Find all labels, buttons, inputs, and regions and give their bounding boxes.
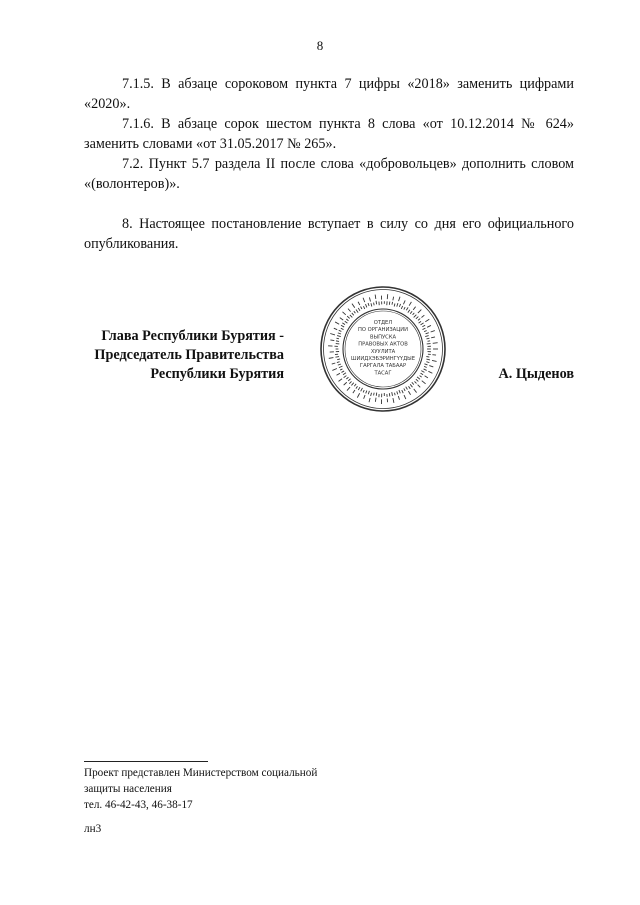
seal-text-line: ГАРГАЛА ТАБААР (359, 363, 407, 370)
seal-text-line: ШИИДХЭБЭРИНГҮҮДЫЕ (350, 356, 416, 362)
footer-divider (84, 761, 208, 762)
footer-line: тел. 46-42-43, 46-38-17 (84, 799, 193, 811)
footer-code: лн3 (84, 823, 102, 835)
body-text (84, 74, 574, 254)
seal-text-line: ОТДЕЛ (373, 320, 393, 326)
seal-text-line: ВЫПУСКА (369, 334, 397, 341)
signer-position-line: Республики Бурятия (150, 366, 284, 382)
seal-text-line: ХУУЛИТА (370, 348, 396, 355)
paragraph-7-1-5: 7.1.5. В абзаце сороковом пункта 7 цифры «2018» заменить цифрами «2020». (84, 76, 574, 112)
signer-name: А. Цыденов (498, 366, 574, 382)
paragraph-7-1-6: 7.1.6. В абзаце сорок шестом пункта 8 слова «от 10.12.2014 № 624» заменить словами «от 31.05.2017 № 265». (84, 116, 574, 152)
signer-position-line: Глава Республики Бурятия - (101, 328, 284, 344)
signer-position-line: Председатель Правительства (94, 347, 284, 363)
paragraph-7-2: 7.2. Пункт 5.7 раздела II после слова «добровольцев» дополнить словом «(волонтеров)». (84, 156, 574, 192)
signer-position (70, 327, 284, 384)
seal-text-line: ПО ОРГАНИЗАЦИИ (357, 327, 409, 334)
footer-line: защиты населения (84, 783, 172, 795)
official-seal-stamp (318, 284, 448, 414)
footer-note (84, 765, 384, 837)
seal-text-line: ТАСАГ (374, 370, 392, 377)
paragraph-8: 8. Настоящее постановление вступает в силу со дня его официального опубликования. (84, 216, 574, 252)
seal-text-line: ПРАВОВЫХ АКТОВ (358, 341, 408, 348)
footer-line: Проект представлен Министерством социальной (84, 767, 318, 779)
page-number: 8 (316, 38, 324, 53)
